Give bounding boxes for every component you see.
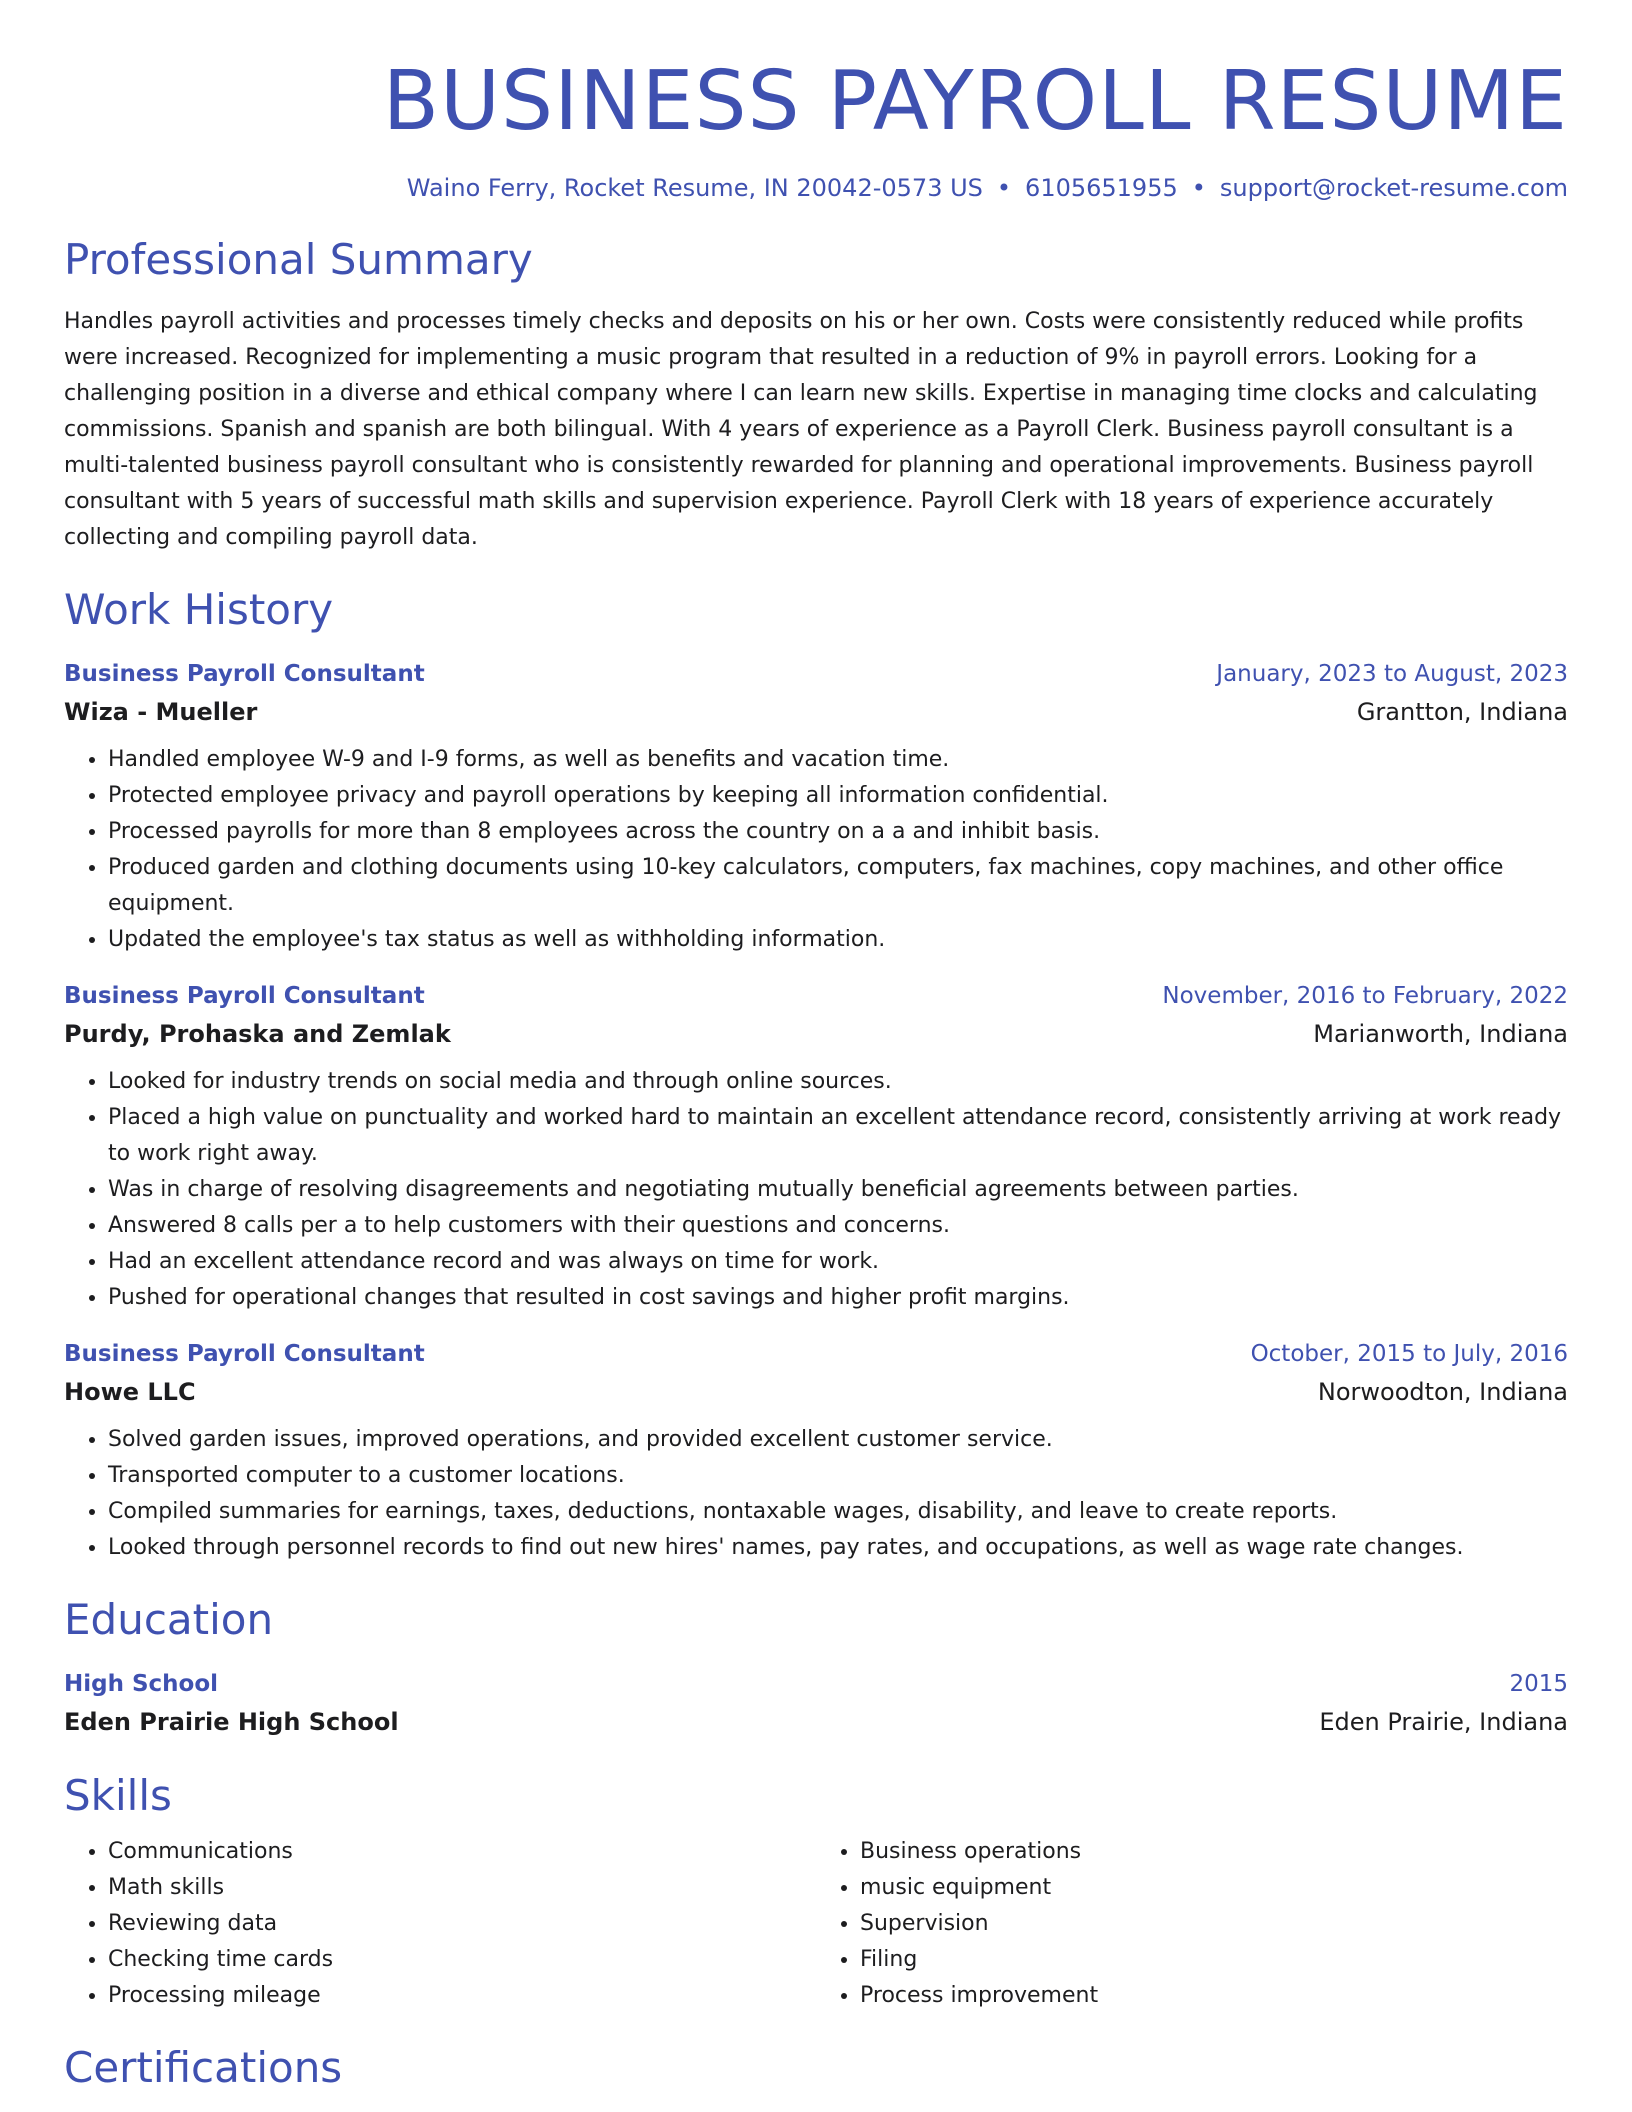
contact-email: support@rocket-resume.com bbox=[1219, 174, 1568, 202]
job-entry bbox=[64, 656, 1568, 958]
skills-right-list bbox=[816, 1834, 1568, 2014]
job-bullets bbox=[64, 742, 1568, 958]
job-entry bbox=[64, 978, 1568, 1316]
job-bullet: • Produced garden and clothing documents using 10-key calculators, computers, fax machines, copy machines, and other office equipment. bbox=[108, 850, 1568, 922]
job-location: Norwoodton, Indiana bbox=[1317, 1378, 1568, 1406]
skill-item: • Business operations bbox=[860, 1834, 1568, 1870]
job-location: Grantton, Indiana bbox=[1356, 698, 1568, 726]
contact-phone: 6105651955 bbox=[1025, 174, 1178, 202]
job-bullet: • Pushed for operational changes that resulted in cost savings and higher profit margins. bbox=[108, 1280, 1568, 1316]
job-bullet: • Placed a high value on punctuality and worked hard to maintain an excellent attendance record, consistently arriving at work ready to work right away. bbox=[108, 1100, 1568, 1172]
skills-section bbox=[64, 1770, 1568, 2014]
job-bullet: • Looked through personnel records to find out new hires' names, pay rates, and occupations, as well as wage rate changes. bbox=[108, 1530, 1568, 1566]
work-history-section bbox=[64, 584, 1568, 1566]
skills-heading: Skills bbox=[64, 1771, 172, 1820]
summary-heading: Professional Summary bbox=[64, 235, 533, 284]
job-company: Purdy, Prohaska and Zemlak bbox=[64, 1020, 451, 1048]
job-bullet: • Was in charge of resolving disagreements and negotiating mutually beneficial agreements between parties. bbox=[108, 1172, 1568, 1208]
education-location: Eden Prairie, Indiana bbox=[1319, 1708, 1568, 1736]
contact-separator: • bbox=[1191, 174, 1206, 202]
education-school: Eden Prairie High School bbox=[64, 1708, 399, 1736]
skills-left-list bbox=[64, 1834, 816, 2014]
job-entry bbox=[64, 1336, 1568, 1566]
education-heading: Education bbox=[64, 1595, 274, 1644]
education-section bbox=[64, 1594, 1568, 1742]
job-bullet: • Had an excellent attendance record and was always on time for work. bbox=[108, 1244, 1568, 1280]
job-dates: November, 2016 to February, 2022 bbox=[1162, 983, 1568, 1009]
skills-columns bbox=[64, 1834, 1568, 2014]
summary-text: Handles payroll activities and processes timely checks and deposits on his or her own. Costs were consistently reduced while profits were increased. Recognized for implementing a music program that resulted in a reduction of 9% in payroll errors. Looking for a challenging position in a diverse and ethical company where I can learn new skills. Expertise in managing time clocks and calculating commissions. Spanish and spanish are both bilingual. With 4 years of experience as a Payroll Clerk. Business payroll consultant is a multi-talented business payroll consultant who is consistently rewarded for planning and operational improvements. Business payroll consultant with 5 years of successful math skills and supervision experience. Payroll Clerk with 18 years of experience accurately collecting and compiling payroll data. bbox=[64, 309, 1538, 550]
education-degree: High School bbox=[64, 1671, 219, 1697]
job-bullets bbox=[64, 1422, 1568, 1566]
skill-item: • Math skills bbox=[108, 1870, 816, 1906]
certifications-heading: Certifications bbox=[64, 2043, 343, 2092]
job-dates: January, 2023 to August, 2023 bbox=[1216, 661, 1568, 687]
job-bullet: • Transported computer to a customer locations. bbox=[108, 1458, 1568, 1494]
job-bullet: • Compiled summaries for earnings, taxes, deductions, nontaxable wages, disability, and leave to create reports. bbox=[108, 1494, 1568, 1530]
job-bullet: • Looked for industry trends on social media and through online sources. bbox=[108, 1064, 1568, 1100]
skill-item: • Checking time cards bbox=[108, 1942, 816, 1978]
job-company: Howe LLC bbox=[64, 1378, 196, 1406]
education-year: 2015 bbox=[1509, 1671, 1568, 1697]
work-history-heading: Work History bbox=[64, 585, 334, 634]
job-title: Business Payroll Consultant bbox=[64, 661, 425, 687]
job-bullets bbox=[64, 1064, 1568, 1316]
job-bullet: • Processed payrolls for more than 8 employees across the country on a a and inhibit basis. bbox=[108, 814, 1568, 850]
job-bullet: • Updated the employee's tax status as well as withholding information. bbox=[108, 922, 1568, 958]
skill-item: • Supervision bbox=[860, 1906, 1568, 1942]
contact-line bbox=[64, 174, 1568, 202]
job-location: Marianworth, Indiana bbox=[1313, 1020, 1568, 1048]
summary-section bbox=[64, 234, 1568, 556]
job-bullet: • Answered 8 calls per a to help customers with their questions and concerns. bbox=[108, 1208, 1568, 1244]
job-company: Wiza - Mueller bbox=[64, 698, 258, 726]
contact-separator: • bbox=[996, 174, 1012, 202]
education-entry bbox=[64, 1666, 1568, 1742]
skill-item: • Processing mileage bbox=[108, 1978, 816, 2014]
resume-title: BUSINESS PAYROLL RESUME bbox=[382, 54, 1568, 149]
skill-item: • Filing bbox=[860, 1942, 1568, 1978]
skill-item: • Process improvement bbox=[860, 1978, 1568, 2014]
contact-address: Waino Ferry, Rocket Resume, IN 20042-0573 US bbox=[406, 174, 983, 202]
job-title: Business Payroll Consultant bbox=[64, 1341, 425, 1367]
job-bullet: • Handled employee W-9 and I-9 forms, as well as benefits and vacation time. bbox=[108, 742, 1568, 778]
skill-item: • music equipment bbox=[860, 1870, 1568, 1906]
job-bullet: • Protected employee privacy and payroll operations by keeping all information confidential. bbox=[108, 778, 1568, 814]
job-title: Business Payroll Consultant bbox=[64, 983, 425, 1009]
skill-item: • Communications bbox=[108, 1834, 816, 1870]
certifications-section bbox=[64, 2042, 1568, 2094]
skill-item: • Reviewing data bbox=[108, 1906, 816, 1942]
resume-header bbox=[64, 0, 1568, 202]
job-dates: October, 2015 to July, 2016 bbox=[1250, 1341, 1568, 1367]
job-bullet: • Solved garden issues, improved operations, and provided excellent customer service. bbox=[108, 1422, 1568, 1458]
